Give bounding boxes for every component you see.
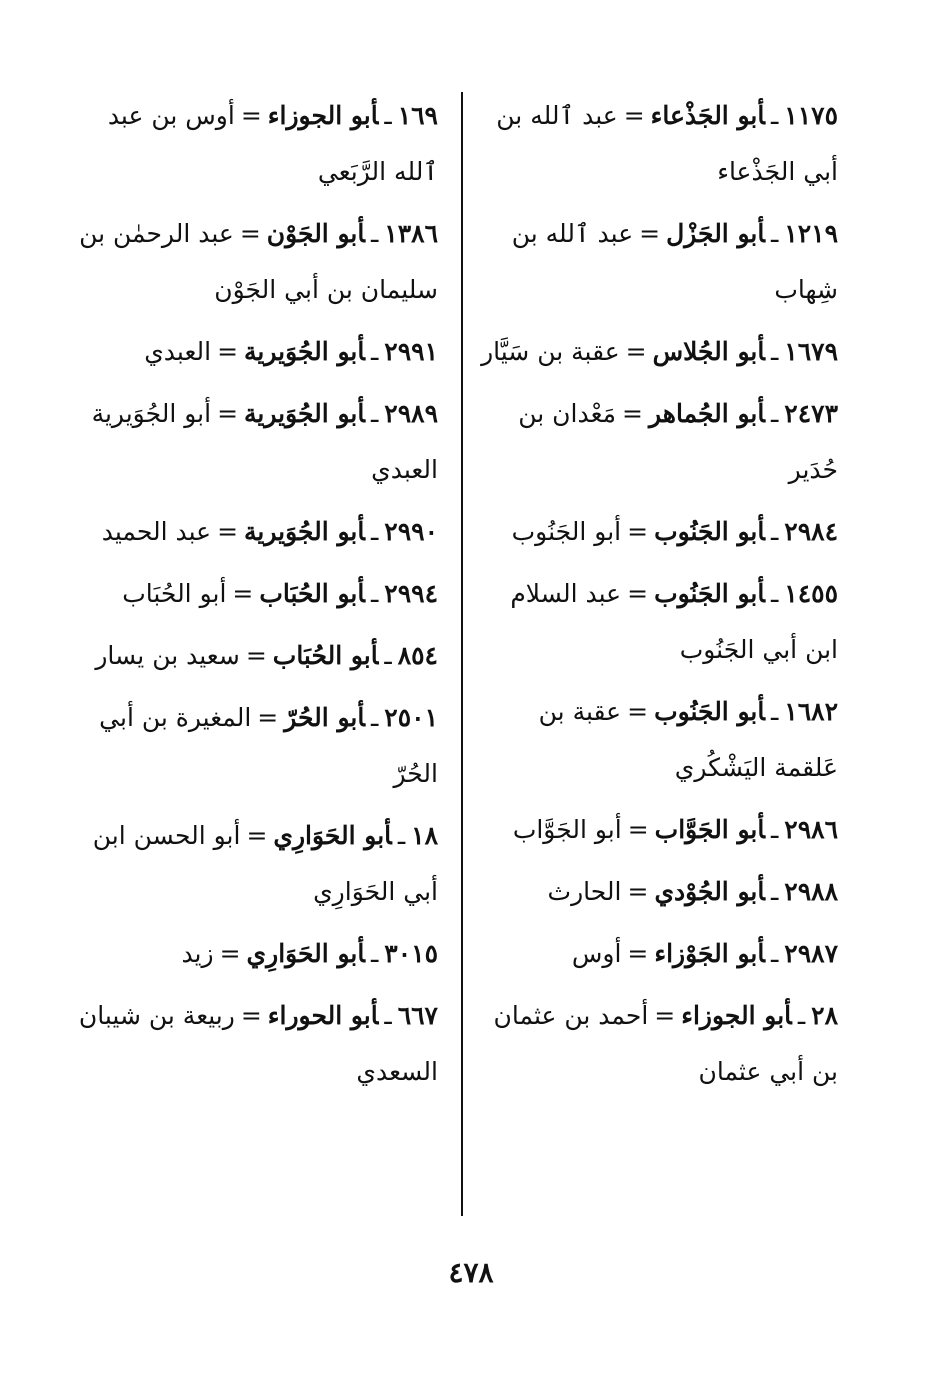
entry-name: سعيد بن يسار: [95, 641, 240, 670]
entry-kunya: أبو الجوزاء: [267, 101, 379, 130]
entry-number: ١٤٥٥: [784, 579, 838, 608]
index-entry: [78, 628, 438, 684]
entry-dash: ـ: [384, 101, 392, 130]
index-entry: [478, 206, 838, 318]
entry-equals: =: [246, 821, 268, 850]
entry-name: زيد: [181, 939, 214, 968]
index-entry: [478, 88, 838, 200]
entry-number: ٢٩٩٠: [384, 517, 438, 546]
entry-equals: =: [639, 219, 661, 248]
entry-equals: =: [627, 939, 649, 968]
entry-number: ١٦٩: [397, 101, 438, 130]
entry-number: ٢٩٨٦: [784, 815, 838, 844]
entry-number: ٢٩٨٤: [784, 517, 838, 546]
entry-equals: =: [232, 579, 254, 608]
entry-name: عبد الحميد: [101, 517, 212, 546]
entry-name: أبو الجَوَّاب: [512, 815, 622, 844]
entry-number: ٢٩٩١: [384, 337, 438, 366]
entry-number: ١١٧٥: [784, 101, 838, 130]
entry-equals: =: [240, 1001, 262, 1030]
entry-kunya: أبو الجَذْعاء: [650, 101, 765, 130]
entry-kunya: أبو الجَنُوب: [654, 517, 765, 546]
entry-equals: =: [627, 877, 649, 906]
entry-equals: =: [627, 579, 649, 608]
entry-dash: ـ: [370, 337, 379, 366]
entry-name: الحارث: [547, 877, 622, 906]
entry-dash: ـ: [384, 1001, 392, 1030]
entry-name: أبو الحسن ابن أبي الحَوَارِي: [92, 821, 438, 906]
entry-equals: =: [257, 703, 279, 732]
entry-equals: =: [217, 399, 239, 428]
entry-kunya: أبو الحَوَارِي: [246, 939, 365, 968]
entry-kunya: أبو الجَوْن: [266, 219, 365, 248]
index-entry: [478, 864, 838, 920]
entry-equals: =: [217, 337, 239, 366]
index-entry: [478, 802, 838, 858]
entry-number: ٢٩٨٨: [784, 877, 838, 906]
entry-name: أحمد بن عثمان بن أبي عثمان: [493, 1001, 838, 1086]
entry-name: أوس: [571, 939, 622, 968]
entry-dash: ـ: [770, 939, 779, 968]
entry-name: ربيعة بن شيبان السعدي: [78, 1001, 438, 1086]
entry-dash: ـ: [370, 939, 379, 968]
entry-kunya: أبو الحَوَارِي: [273, 821, 392, 850]
index-entry: [78, 88, 438, 200]
entry-name: أبو الجُوَيرية العبدي: [91, 399, 438, 484]
right-column: [478, 88, 838, 1106]
entry-equals: =: [219, 939, 241, 968]
entry-dash: ـ: [770, 337, 779, 366]
entry-number: ٦٦٧: [397, 1001, 438, 1030]
column-divider: [461, 92, 463, 1216]
entry-name: عبد السلام ابن أبي الجَنُوب: [510, 579, 838, 664]
index-entry: [478, 926, 838, 982]
index-entry: [478, 324, 838, 380]
entry-kunya: أبو الجُوَيرية: [244, 337, 365, 366]
entry-equals: =: [623, 101, 645, 130]
entry-number: ١٦٧٩: [784, 337, 838, 366]
entry-kunya: أبو الجَنُوب: [654, 579, 765, 608]
entry-name: عقبة بن عَلقمة اليَشْكُري: [538, 697, 838, 782]
index-entry: [478, 504, 838, 560]
index-entry: [78, 808, 438, 920]
entry-dash: ـ: [770, 101, 779, 130]
entry-number: ٢٤٧٣: [784, 399, 838, 428]
entry-dash: ـ: [770, 579, 779, 608]
index-entry: [78, 504, 438, 560]
entry-name: عبد ٱلله بن أبي الجَذْعاء: [496, 101, 838, 186]
entry-dash: ـ: [370, 703, 379, 732]
entry-number: ٢٩٨٧: [784, 939, 838, 968]
index-entry: [478, 684, 838, 796]
entry-name: المغيرة بن أبي الحُرّ: [99, 703, 438, 788]
entry-dash: ـ: [370, 579, 379, 608]
entry-equals: =: [217, 517, 239, 546]
entry-equals: =: [654, 1001, 676, 1030]
entry-name: العبدي: [144, 337, 212, 366]
entry-number: ١٦٨٢: [784, 697, 838, 726]
entry-kunya: أبو الحُرّ: [284, 703, 365, 732]
entry-dash: ـ: [770, 697, 779, 726]
index-entry: [78, 206, 438, 318]
entry-kunya: أبو الجُوَيرية: [244, 517, 365, 546]
entry-equals: =: [627, 815, 649, 844]
index-entry: [78, 926, 438, 982]
entry-name: أبو الجَنُوب: [511, 517, 622, 546]
entry-kunya: أبو الجَوْزاء: [654, 939, 765, 968]
entry-number: ١٢١٩: [784, 219, 838, 248]
index-entry: [478, 566, 838, 678]
entry-dash: ـ: [770, 219, 779, 248]
entry-equals: =: [625, 337, 647, 366]
entry-kunya: أبو الجَزْل: [666, 219, 765, 248]
entry-kunya: أبو الحوراء: [267, 1001, 379, 1030]
entry-dash: ـ: [397, 821, 406, 850]
entry-number: ٢٥٠١: [384, 703, 438, 732]
entry-number: ١٨: [411, 821, 438, 850]
entry-kunya: أبو الحُبَاب: [259, 579, 365, 608]
entry-equals: =: [622, 399, 643, 428]
entry-number: ٢٨: [811, 1001, 838, 1030]
entry-dash: ـ: [370, 517, 379, 546]
entry-kunya: أبو الحُبَاب: [272, 641, 379, 670]
index-entry: [78, 324, 438, 380]
entry-kunya: أبو الجُوَيرية: [244, 399, 365, 428]
entry-equals: =: [239, 219, 261, 248]
entry-number: ٣٠١٥: [384, 939, 438, 968]
entry-dash: ـ: [770, 517, 779, 546]
entry-number: ٢٩٨٩: [384, 399, 438, 428]
entry-name: عبد الرحمٰن بن سليمان بن أبي الجَوْن: [79, 219, 438, 304]
index-entry: [78, 386, 438, 498]
entry-kunya: أبو الجَنُوب: [654, 697, 765, 726]
index-entry: [78, 690, 438, 802]
entry-kunya: أبو الجوزاء: [681, 1001, 792, 1030]
entry-name: أوس بن عبد ٱلله الرَّبَعي: [107, 101, 438, 186]
index-entry: [478, 988, 838, 1100]
entry-equals: =: [245, 641, 267, 670]
entry-dash: ـ: [384, 641, 392, 670]
entry-dash: ـ: [370, 399, 379, 428]
entry-equals: =: [240, 101, 262, 130]
index-entry: [78, 988, 438, 1100]
entry-dash: ـ: [797, 1001, 806, 1030]
entry-number: ٢٩٩٤: [384, 579, 438, 608]
entry-name: مَعْدان بن حُدَير: [518, 399, 838, 484]
page-number: ٤٧٨: [448, 1256, 494, 1289]
entry-dash: ـ: [770, 399, 779, 428]
entry-kunya: أبو الجُوْدي: [654, 877, 765, 906]
entry-kunya: أبو الجَوَّاب: [654, 815, 765, 844]
left-column: [78, 88, 438, 1106]
entry-name: عقبة بن سَيَّار: [481, 337, 620, 366]
entry-kunya: أبو الجُلاس: [652, 337, 765, 366]
index-entry: [78, 566, 438, 622]
entry-name: عبد ٱلله بن شِهاب: [511, 219, 838, 304]
entry-dash: ـ: [770, 815, 779, 844]
entry-kunya: أبو الجُماهر: [649, 399, 765, 428]
entry-number: ١٣٨٦: [384, 219, 438, 248]
entry-name: أبو الحُبَاب: [122, 579, 227, 608]
entry-dash: ـ: [370, 219, 379, 248]
entry-dash: ـ: [770, 877, 779, 906]
entry-equals: =: [627, 697, 649, 726]
index-entry: [478, 386, 838, 498]
entry-equals: =: [627, 517, 649, 546]
entry-number: ٨٥٤: [397, 641, 438, 670]
